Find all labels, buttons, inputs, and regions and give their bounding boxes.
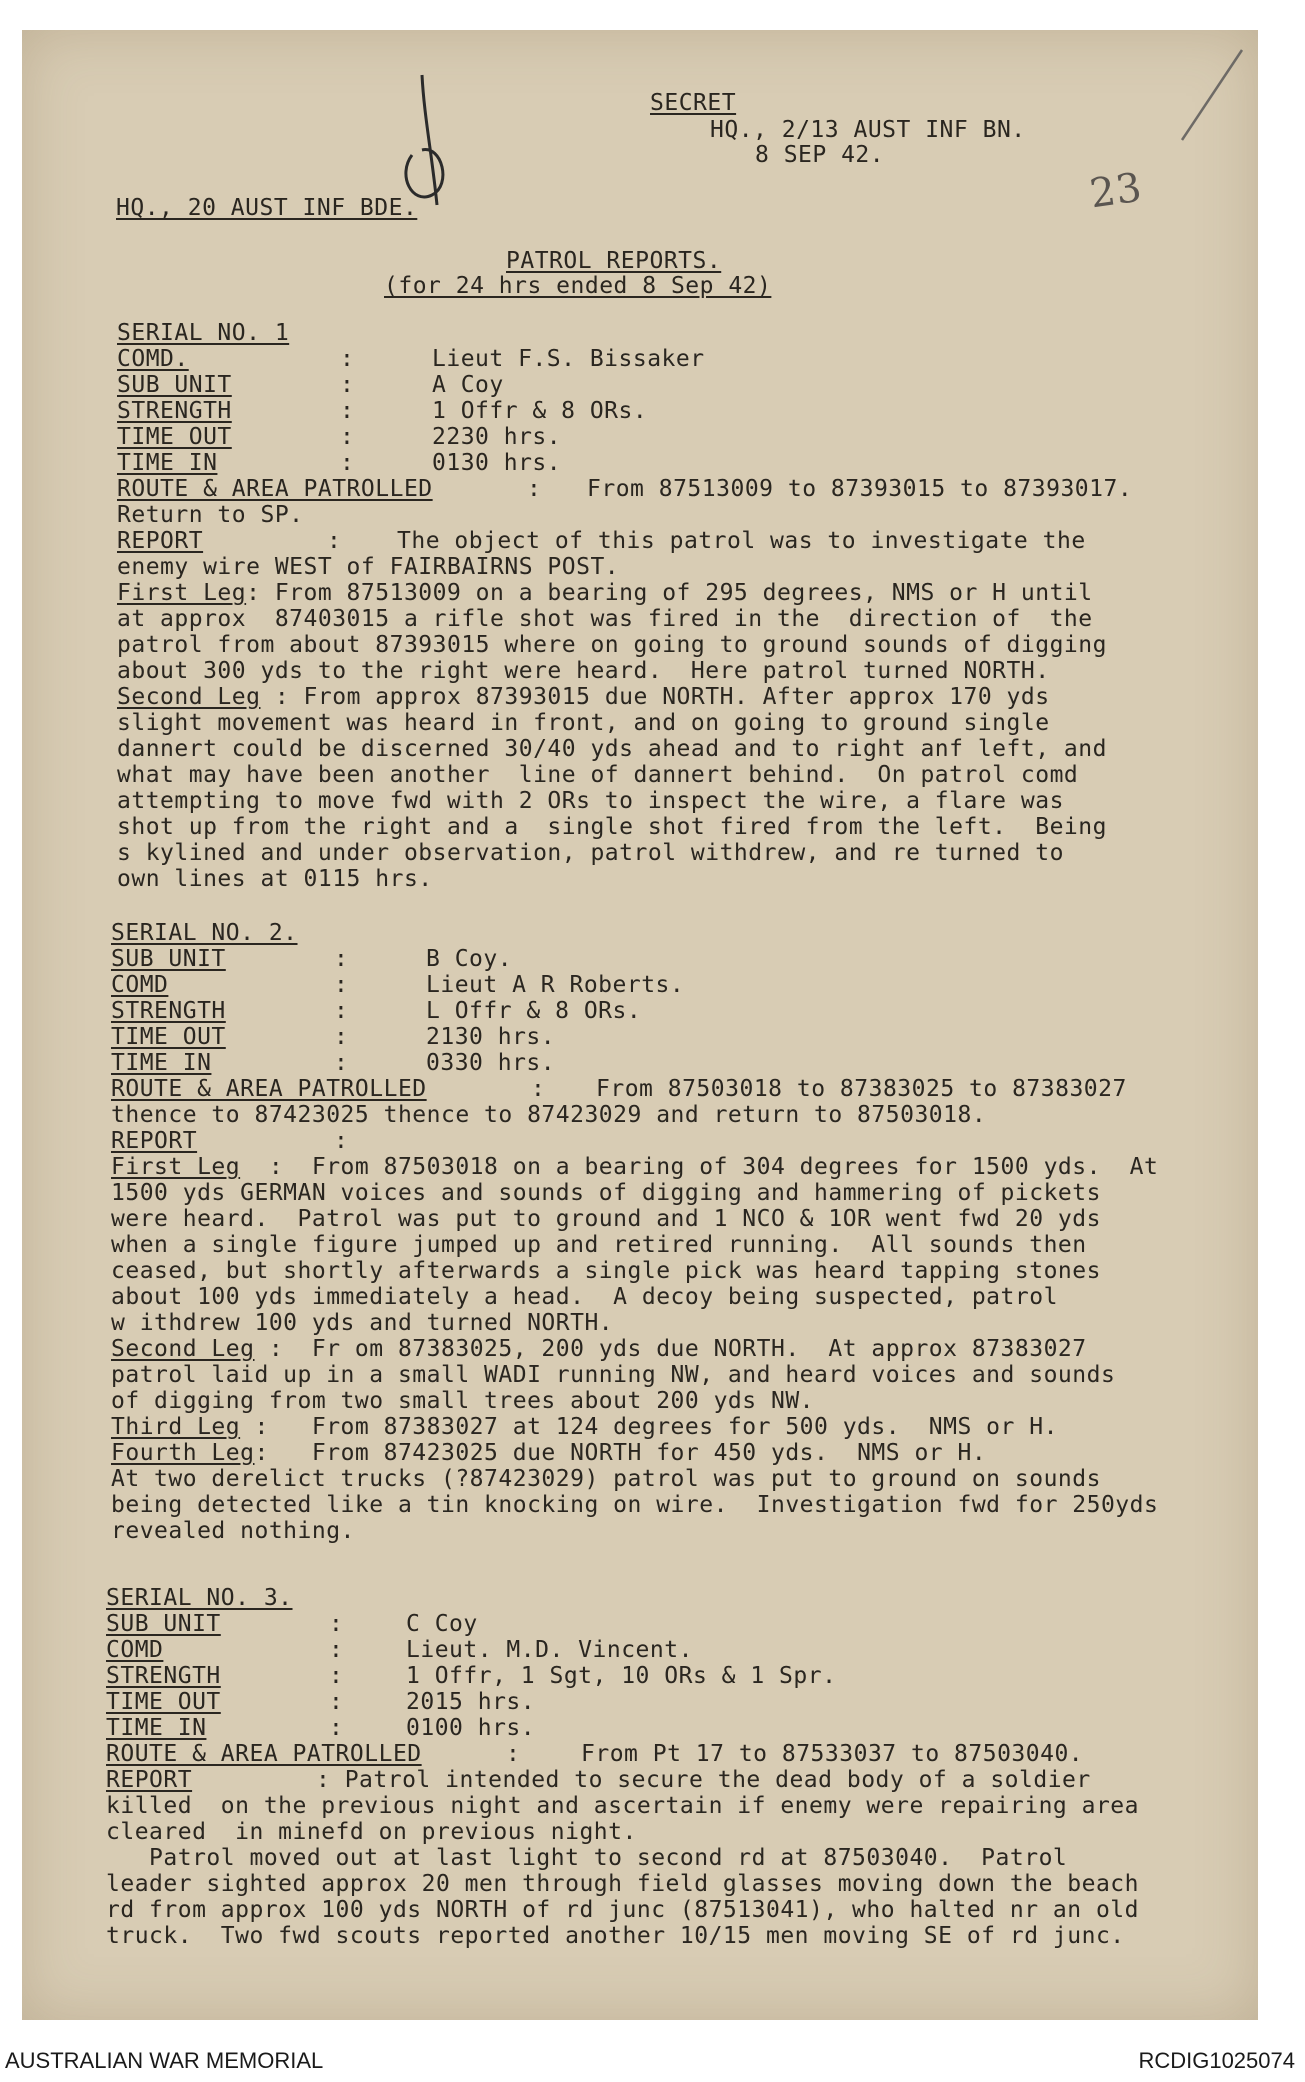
- field-row: COMD. : Lieut F.S. Bissaker: [117, 346, 705, 372]
- report-line: truck. Two fwd scouts reported another 10/15 men moving SE of rd junc.: [106, 1923, 1125, 1949]
- route-value: From 87513009 to 87393015 to 87393017.: [587, 476, 1133, 502]
- field-value: 2230 hrs.: [432, 424, 562, 450]
- field-value: C Coy: [406, 1611, 478, 1637]
- report-line: about 100 yds immediately a head. A decoy being suspected, patrol: [111, 1284, 1058, 1310]
- document-subtitle: (for 24 hrs ended 8 Sep 42): [384, 273, 772, 299]
- report-line: ceased, but shortly afterwards a single pick was heard tapping stones: [111, 1258, 1101, 1284]
- field-value: 0330 hrs.: [426, 1050, 556, 1076]
- report-line: Patrol moved out at last light to second rd at 87503040. Patrol: [106, 1845, 1068, 1871]
- leg-label: First Leg: [111, 1154, 241, 1180]
- report-line: slight movement was heard in front, and on going to ground single: [117, 710, 1050, 736]
- archive-reference: RCDIG1025074: [1138, 2048, 1295, 2073]
- field-value: 1 Offr & 8 ORs.: [432, 398, 648, 424]
- document-paper: [22, 30, 1258, 2020]
- leg-label: Third Leg: [111, 1414, 241, 1440]
- field-label: STRENGTH: [106, 1663, 221, 1689]
- report-line: rd from approx 100 yds NORTH of rd junc (87513041), who halted nr an old: [106, 1897, 1139, 1923]
- archive-footer: [0, 2045, 1305, 2075]
- report-line: w ithdrew 100 yds and turned NORTH.: [111, 1310, 614, 1336]
- field-label: TIME IN: [106, 1715, 207, 1741]
- report-line: own lines at 0115 hrs.: [117, 866, 433, 892]
- leg-text: : From approx 87393015 due NORTH. After approx 170 yds: [260, 684, 1050, 710]
- report-label: REPORT: [106, 1767, 193, 1793]
- report-line: 1500 yds GERMAN voices and sounds of digging and hammering of pickets: [111, 1180, 1101, 1206]
- field-value: Lieut. M.D. Vincent.: [406, 1637, 693, 1663]
- field-label: TIME OUT: [111, 1024, 226, 1050]
- field-row: TIME OUT : 2230 hrs.: [117, 424, 562, 450]
- field-row: STRENGTH : 1 Offr & 8 ORs.: [117, 398, 648, 424]
- leg-label: First Leg: [117, 580, 247, 606]
- report-label: REPORT: [117, 528, 204, 554]
- archive-name: AUSTRALIAN WAR MEMORIAL: [5, 2048, 324, 2073]
- field-row: TIME IN : 0130 hrs.: [117, 450, 562, 476]
- field-value: 2130 hrs.: [426, 1024, 556, 1050]
- field-row: TIME OUT : 2130 hrs.: [111, 1024, 556, 1050]
- field-label: SUB UNIT: [117, 372, 232, 398]
- field-label: SUB UNIT: [111, 946, 226, 972]
- report-line: [111, 1154, 1158, 1180]
- field-value: 1 Offr, 1 Sgt, 10 ORs & 1 Spr.: [406, 1663, 837, 1689]
- report-line: shot up from the right and a single shot fired from the left. Being: [117, 814, 1107, 840]
- field-label: TIME IN: [111, 1050, 212, 1076]
- report-line: [111, 1336, 1087, 1362]
- field-row: TIME IN : 0330 hrs.: [111, 1050, 556, 1076]
- pencil-stroke-mark: [1172, 40, 1252, 160]
- from-unit: HQ., 2/13 AUST INF BN.: [710, 117, 1026, 143]
- typed-report: [22, 30, 1258, 2020]
- to-unit: HQ., 20 AUST INF BDE.: [116, 195, 418, 221]
- field-label: COMD.: [117, 346, 189, 372]
- serial-heading: SERIAL NO. 2.: [111, 920, 298, 946]
- report-date: 8 SEP 42.: [755, 142, 885, 168]
- route-row: ROUTE & AREA PATROLLED : From 87503018 to 87383025 to 87383027: [111, 1076, 1127, 1102]
- report-row: [106, 1767, 1305, 1793]
- report-line: s kylined and under observation, patrol withdrew, and re turned to: [117, 840, 1064, 866]
- field-value: 0130 hrs.: [432, 450, 562, 476]
- report-line: patrol from about 87393015 where on going to ground sounds of digging: [117, 632, 1107, 658]
- report-line: cleared in minefd on previous night.: [106, 1819, 637, 1845]
- field-row: STRENGTH : 1 Offr, 1 Sgt, 10 ORs & 1 Spr.: [106, 1663, 837, 1689]
- report-line: At two derelict trucks (?87423029) patrol was put to ground on sounds: [111, 1466, 1101, 1492]
- route-value: From 87503018 to 87383025 to 87383027: [596, 1076, 1127, 1102]
- document-title: PATROL REPORTS.: [506, 248, 722, 274]
- leg-label: Second Leg: [117, 684, 261, 710]
- report-line: attempting to move fwd with 2 ORs to inspect the wire, a flare was: [117, 788, 1064, 814]
- serial-heading: SERIAL NO. 1: [117, 320, 290, 346]
- leg-text: : Fr om 87383025, 200 yds due NORTH. At approx 87383027: [254, 1336, 1087, 1362]
- report-line: [111, 1414, 1058, 1440]
- leg-text: : From 87423025 due NORTH for 450 yds. NMS or H.: [254, 1440, 987, 1466]
- serial-heading: SERIAL NO. 3.: [106, 1585, 293, 1611]
- report-line: revealed nothing.: [111, 1518, 355, 1544]
- report-row: REPORT : The object of this patrol was to investigate the: [117, 528, 1086, 554]
- report-line: of digging from two small trees about 200 yds NW.: [111, 1388, 815, 1414]
- field-row: TIME OUT : 2015 hrs.: [106, 1689, 536, 1715]
- field-row: COMD : Lieut. M.D. Vincent.: [106, 1637, 693, 1663]
- report-line: at approx 87403015 a rifle shot was fired in the direction of the: [117, 606, 1093, 632]
- report-line: [117, 684, 1050, 710]
- field-label: TIME OUT: [117, 424, 232, 450]
- field-label: SUB UNIT: [106, 1611, 221, 1637]
- field-value: B Coy.: [426, 946, 513, 972]
- route-row: ROUTE & AREA PATROLLED : From Pt 17 to 87533037 to 87503040.: [106, 1741, 1084, 1767]
- field-label: TIME OUT: [106, 1689, 221, 1715]
- report-line: were heard. Patrol was put to ground and 1 NCO & 1OR went fwd 20 yds: [111, 1206, 1101, 1232]
- field-row: TIME IN : 0100 hrs.: [106, 1715, 536, 1741]
- leg-label: Fourth Leg: [111, 1440, 255, 1466]
- report-line: [111, 1440, 986, 1466]
- field-label: STRENGTH: [111, 998, 226, 1024]
- field-row: SUB UNIT : A Coy: [117, 372, 504, 398]
- report-line: patrol laid up in a small WADI running NW, and heard voices and sounds: [111, 1362, 1116, 1388]
- report-line: enemy wire WEST of FAIRBAIRNS POST.: [117, 554, 620, 580]
- report-line: killed on the previous night and ascertain if enemy were repairing area: [106, 1793, 1139, 1819]
- leg-text: : From 87513009 on a bearing of 295 degrees, NMS or H until: [246, 580, 1093, 606]
- field-row: STRENGTH : L Offr & 8 ORs.: [111, 998, 642, 1024]
- route-continuation: thence to 87423025 thence to 87423029 and return to 87503018.: [111, 1102, 987, 1128]
- route-row: ROUTE & AREA PATROLLED : From 87513009 to 87393015 to 87393017.: [117, 476, 1133, 502]
- field-value: L Offr & 8 ORs.: [426, 998, 642, 1024]
- field-label: STRENGTH: [117, 398, 232, 424]
- leg-text: : From 87503018 on a bearing of 304 degrees for 1500 yds. At: [240, 1154, 1159, 1180]
- report-label: REPORT: [111, 1128, 198, 1154]
- margin-note: 23: [1087, 164, 1145, 218]
- field-row: COMD : Lieut A R Roberts.: [111, 972, 685, 998]
- field-label: TIME IN: [117, 450, 218, 476]
- report-line: when a single figure jumped up and retired running. All sounds then: [111, 1232, 1087, 1258]
- report-row: REPORT :: [111, 1128, 349, 1154]
- report-text: : Patrol intended to secure the dead body of a soldier: [316, 1767, 1091, 1793]
- field-value: A Coy: [432, 372, 504, 398]
- leg-text: : From 87383027 at 124 degrees for 500 yds. NMS or H.: [240, 1414, 1058, 1440]
- report-text: The object of this patrol was to investigate the: [397, 528, 1086, 554]
- report-line: leader sighted approx 20 men through field glasses moving down the beach: [106, 1871, 1139, 1897]
- field-value: Lieut F.S. Bissaker: [432, 346, 705, 372]
- field-value: 0100 hrs.: [406, 1715, 536, 1741]
- field-label: COMD: [111, 972, 169, 998]
- field-value: Lieut A R Roberts.: [426, 972, 685, 998]
- route-label: ROUTE & AREA PATROLLED: [117, 476, 433, 502]
- report-line: [117, 580, 1093, 606]
- leg-label: Second Leg: [111, 1336, 255, 1362]
- route-label: ROUTE & AREA PATROLLED: [106, 1741, 422, 1767]
- report-line: what may have been another line of dannert behind. On patrol comd: [117, 762, 1079, 788]
- route-value: From Pt 17 to 87533037 to 87503040.: [581, 1741, 1084, 1767]
- report-line: dannert could be discerned 30/40 yds ahead and to right anf left, and: [117, 736, 1107, 762]
- field-row: SUB UNIT : B Coy.: [111, 946, 513, 972]
- route-continuation: Return to SP.: [117, 502, 304, 528]
- report-line: about 300 yds to the right were heard. Here patrol turned NORTH.: [117, 658, 1050, 684]
- route-label: ROUTE & AREA PATROLLED: [111, 1076, 427, 1102]
- report-line: being detected like a tin knocking on wire. Investigation fwd for 250yds: [111, 1492, 1159, 1518]
- field-row: SUB UNIT : C Coy: [106, 1611, 478, 1637]
- classification-marking: SECRET: [650, 90, 737, 116]
- field-label: COMD: [106, 1637, 164, 1663]
- field-value: 2015 hrs.: [406, 1689, 536, 1715]
